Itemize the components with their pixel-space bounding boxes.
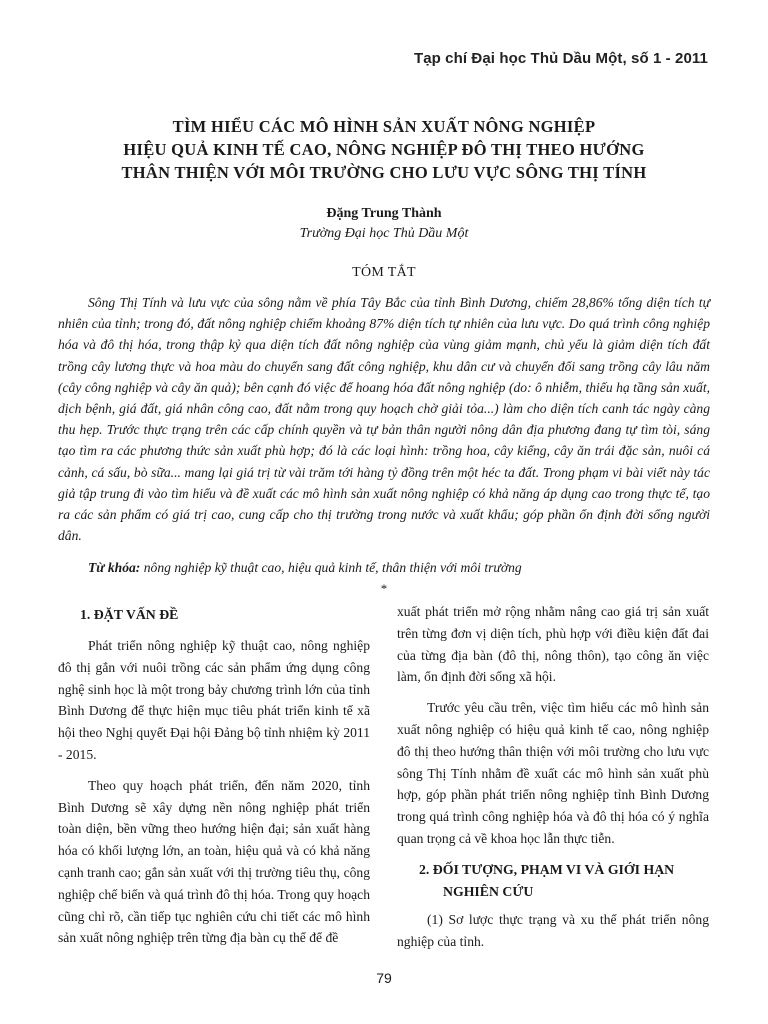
journal-header: Tạp chí Đại học Thủ Dầu Một, số 1 - 2011	[413, 50, 708, 67]
keywords-label: Từ khóa:	[88, 560, 141, 575]
section-2-heading: 2. ĐỐI TƯỢNG, PHẠM VI VÀ GIỚI HẠN NGHIÊN CỨU	[419, 861, 675, 899]
paragraph-1: Phát triển nông nghiệp kỹ thuật cao, nông nghiệp đô thị gắn với nuôi trồng các sản phẩm ứng dụng công nghệ sinh học là một trong bảy chương trình lớn của tỉnh Bình Dương để thực hiện mục tiêu phát triển kinh tế xã hội theo Nghị quyết Đại hội Đảng bộ tỉnh nhiệm kỳ 2011 - 2015.	[58, 638, 370, 762]
separator-star: *	[380, 581, 388, 596]
paragraph-2: Theo quy hoạch phát triển, đến năm 2020, tỉnh Bình Dương sẽ xây dựng nền nông nghiệp phát triển toàn diện, bền vững theo hướng hiện đại; sản xuất hàng hóa có khối lượng lớn, an toàn, hiệu quả và có khả năng cạnh tranh cao; gắn sản xuất với thị trường tiêu thụ, công nghiệp chế biến và quá trình đô thị hóa. Trong quy hoạch cũng chỉ rõ, cần tiếp tục nghiên cứu chi tiết các mô hình sản xuất nông nghiệp trên từng địa bàn cụ thể để đề	[58, 777, 370, 946]
body-column-right	[397, 601, 709, 961]
keywords-list: nông nghiệp kỹ thuật cao, hiệu quả kinh tế, thân thiện với môi trường	[140, 560, 522, 575]
paragraph-3: Trước yêu cầu trên, việc tìm hiểu các mô hình sản xuất nông nghiệp có hiệu quả kinh tế cao, nông nghiệp đô thị theo hướng thân thiện với môi trường cho lưu vực sông Thị Tính nhằm đề xuất các mô hình sản xuất phù hợp, góp phần phát triển nông nghiệp tỉnh Bình Dương trong quá trình công nghiệp hóa và đô thị hóa có ý nghĩa quan trọng cả về khoa học lẫn thực tiễn.	[397, 700, 709, 846]
abstract-text: Sông Thị Tính và lưu vực của sông nằm về phía Tây Bắc của tỉnh Bình Dương, chiếm 28,86% tổng diện tích tự nhiên của tỉnh; trong đó, đất nông nghiệp chiếm khoảng 87% diện tích tự nhiên của lưu vực. Do quá trình công nghiệp hóa và đô thị hóa, trong thập kỷ qua diện tích đất nông nghiệp của vùng giảm mạnh, chủ yếu là giảm diện tích đất trồng cây lương thực và hoa màu do chuyển sang đất công nghiệp, khu dân cư và chuyển đổi sang trồng cây lâu năm (cây công nghiệp và cây ăn quả); bên cạnh đó việc để hoang hóa đất nông nghiệp (do: ô nhiễm, thiếu hạ tầng sản xuất, dịch bệnh, giá đất, giá nhân công cao, đất nằm trong quy hoạch chờ giải tỏa...) làm cho diện tích canh tác ngày càng thu hẹp. Trước thực trạng trên các cấp chính quyền và tự bản thân người nông dân địa phương đang tự tìm tòi, sáng tạo tìm ra các phương thức sản xuất phù hợp; đó là các loại hình: trồng hoa, cây kiểng, cây ăn trái đặc sản, nuôi cá cảnh, cá sấu, bò sữa... mang lại giá trị từ vài trăm tới hàng tỷ đồng trên một héc ta đất. Trong phạm vi bài viết này tác giả tập trung đi vào tìm hiểu và đề xuất các mô hình sản xuất nông nghiệp có khả năng áp dụng cao trong thực tế, tạo ra các sản phẩm có giá trị cao, cung cấp cho thị trường trong nước và xuất khẩu; góp phần ổn định đời sống người dân.	[58, 295, 710, 544]
abstract-heading: TÓM TẮT	[352, 265, 416, 280]
paragraph-2-continued: xuất phát triển mở rộng nhằm nâng cao giá trị sản xuất trên từng đơn vị diện tích, phù hợp với điều kiện đất đai của từng địa bàn (đô thị, nông thôn), tạo công ăn việc làm, ổn định đời sống xã hội.	[397, 604, 709, 685]
paragraph-4: (1) Sơ lược thực trạng và xu thế phát triển nông nghiệp của tỉnh.	[397, 911, 709, 949]
author-affiliation: Trường Đại học Thủ Dầu Một	[299, 226, 469, 241]
keywords	[58, 557, 710, 578]
title-line-2: HIỆU QUẢ KINH TẾ CAO, NÔNG NGHIỆP ĐÔ THỊ THEO HƯỚNG	[123, 140, 645, 159]
title-line-3: THÂN THIỆN VỚI MÔI TRƯỜNG CHO LƯU VỰC SÔNG THỊ TÍNH	[121, 163, 647, 182]
author-name: Đặng Trung Thành	[326, 206, 442, 221]
article-title	[60, 115, 708, 184]
title-line-1: TÌM HIỂU CÁC MÔ HÌNH SẢN XUẤT NÔNG NGHIỆP	[172, 117, 596, 136]
page-number: 79	[376, 970, 392, 986]
section-1-heading: 1. ĐẶT VẤN ĐỀ	[80, 607, 179, 622]
body-column-left	[58, 601, 370, 958]
